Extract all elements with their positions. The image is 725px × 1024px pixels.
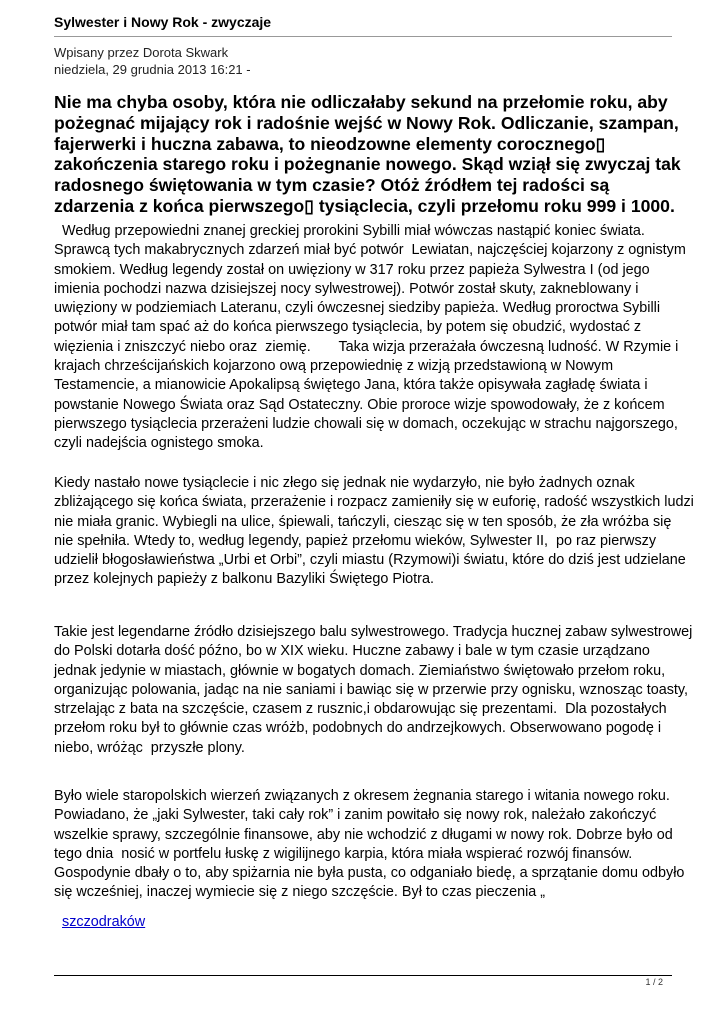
- article-meta: [54, 44, 251, 78]
- date-line: niedziela, 29 grudnia 2013 16:21 -: [54, 62, 251, 77]
- body-paragraph-1: Według przepowiedni znanej greckiej prorokini Sybilli miał wówczas nastąpić koniec świata. Sprawcą tych makabrycznych zdarzeń miał być potwór Lewiatan, najczęściej kojarzony z ognistym smokiem. Według legendy został on uwięziony w 317 roku przez papieża Sylwestra I (od jego imienia pochodzi nazwa dzisiejszej nocy sylwestrowej). Potwór został skuty, zakneblowany i uwięziony w podziemiach Lateranu, czyli ówczesnej siedziby papieża. Według proroctwa Sybilli potwór miał tam spać aż do końca pierwszego tysiąclecia, by potem się obudzić, wydostać z więzienia i zniszczyć niebo oraz ziemię. Taka wizja przerażała ówczesną ludność. W Rzymie i krajach chrześcijańskich kojarzono ową przepowiednię z wizją przedstawioną w Nowym Testamencie, a mianowicie Apokalipsą świętego Jana, która także opisywała zagładę świata i powstanie Nowego Świata oraz Sąd Ostateczny. Obie proroce wizje spowodowały, że z końcem pierwszego tysiąclecia przerażeni ludzie chowali się w domach, oczekując w strachu najgorszego, czyli nadejścia ognistego smoka.: [54, 223, 686, 452]
- header-divider: [54, 36, 672, 37]
- lead-paragraph: Nie ma chyba osoby, która nie odliczałaby sekund na przełomie roku, aby pożegnać mijający rok i radośnie wejść w Nowy Rok. Odliczanie, szampan, fajerwerki i huczna zabawa, to nieodzowne elementy corocznego▯ zakończenia starego roku i pożegnanie nowego. Skąd wziął się zwyczaj tak radosnego świętowania w tym czasie? Otóż źródłem tej radości są zdarzenia z końca pierwszego▯ tysiąclecia, czyli przełomu roku 999 i 1000.: [54, 92, 681, 216]
- szczodraki-link[interactable]: szczodraków: [62, 914, 146, 930]
- page-number: 1 / 2: [645, 977, 663, 987]
- document-title: Sylwester i Nowy Rok - zwyczaje: [54, 14, 272, 30]
- footer-divider: [54, 975, 672, 976]
- body-paragraph-2: Kiedy nastało nowe tysiąclecie i nic złego się jednak nie wydarzyło, nie było żadnych oznak zbliżającego się końca świata, przerażenie i rozpacz zamieniły się w euforię, radość wszystkich ludzi nie miała granic. Wybiegli na ulice, śpiewali, tańczyli, ciesząc się w ten sposób, że zła wróżba się nie spełniła. Wtedy to, według legendy, papież przełomu wieków, Sylwester II, po raz pierwszy udzielił błogosławieństwa „Urbi et Orbi”, czyli miastu (Rzymowi)i światu, które do dziś jest udzielane przez kolejnych papieży z balkonu Bazyliki Świętego Piotra.: [54, 475, 694, 588]
- author-line: Wpisany przez Dorota Skwark: [54, 45, 229, 60]
- body-paragraph-4: Było wiele staropolskich wierzeń związanych z okresem żegnania starego i witania nowego roku. Powiadano, że „jaki Sylwester, taki cały rok” i zanim powitało się nowy rok, należało zakończyć wszelkie sprawy, szczególnie finansowe, aby nie wchodzić z długami w nowy rok. Dobrze było od tego dnia nosić w portfelu łuskę z wigilijnego karpia, która miała wspierać rozwój finansów. Gospodynie dbały o to, aby spiżarnia nie była pusta, co odganiało biedę, a sprzątanie domu odbyło się wcześniej, inaczej wymiecie się z niego szczęście. Był to czas pieczenia „: [54, 788, 685, 901]
- body-paragraph-3: Takie jest legendarne źródło dzisiejszego balu sylwestrowego. Tradycja hucznej zabaw sylwestrowej do Polski dotarła dość późno, bo w XIX wieku. Huczne zabawy i bale w tym czasie urządzano jednak jedynie w miastach, głównie w bogatych domach. Ziemiaństwo świętowało przełom roku, organizując polowania, jadąc na nie saniami i bawiąc się w przerwie przy ognisku, wznosząc toasty, strzelając z bata na szczęście, czasem z rusznic,i obdarowując się prezentami. Dla pozostałych przełom roku był to głównie czas wróżb, podobnych do andrzejkowych. Obserwowano pogodę i niebo, wróżąc przyszłe plony.: [54, 624, 693, 756]
